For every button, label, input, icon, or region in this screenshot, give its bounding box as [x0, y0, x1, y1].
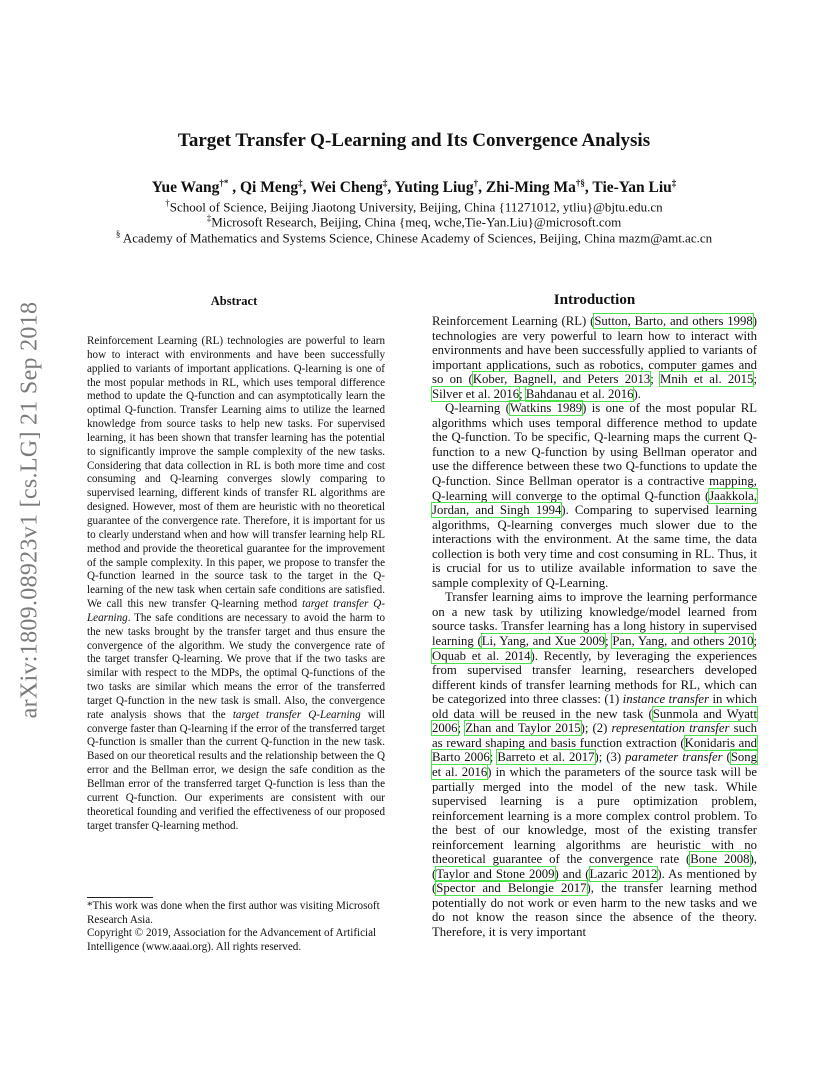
- introduction-body: [432, 314, 757, 940]
- affiliation-text: Microsoft Research, Beijing, China {meq, wche,Tie-Yan.Liu}@microsoft.com: [211, 214, 622, 230]
- citation-link[interactable]: Barreto et al. 2017: [497, 750, 595, 765]
- copyright-notice: Copyright © 2019, Association for the Advancement of Artificial Intelligence (www.aaai.org). All rights reserved.: [87, 927, 377, 953]
- affiliation-text: School of Science, Beijing Jiaotong University, Beijing, China {11271012, ytliu}@bjtu.edu.cn: [169, 199, 663, 215]
- citation-link[interactable]: Kober, Bagnell, and Peters 2013: [472, 372, 651, 387]
- author-mark: ‡: [671, 178, 677, 188]
- abstract-heading: Abstract: [210, 294, 258, 308]
- paragraph: Q-learning (Watkins 1989) is one of the most popular RL algorithms which uses temporal difference method to update the Q-function. To be specific, Q-learning maps the current Q-function to a new Q-function by using Bellman operator and use the difference between these two Q-functions to update the Q-function. Since Bellman operator is a contractive mapping, Q-learning will converge to the optimal Q-function (Jaakkola, Jordan, and Singh 1994). Comparing to supervised learning algorithms, Q-learning converges much slower due to the interactions with the environment. At the same time, the data collection is both very time and cost consuming in RL. Thus, it is crucial for us to utilize available information to save the sample complexity of Q-Learning.: [432, 401, 757, 590]
- citation-link[interactable]: Zhan and Taylor 2015: [465, 721, 581, 736]
- affiliation-mark: ‡: [206, 213, 212, 223]
- author-name: Qi Meng: [239, 179, 299, 197]
- paper-title: Target Transfer Q-Learning and Its Convergence Analysis: [177, 130, 651, 151]
- citation-link[interactable]: Jaakkola, Jordan, and Singh 1994: [432, 488, 757, 518]
- author-mark: †: [473, 178, 479, 188]
- citation-link[interactable]: Taylor and Stone 2009: [436, 866, 555, 881]
- citation-link[interactable]: Li, Yang, and Xue 2009: [481, 634, 606, 649]
- author-name: Wei Cheng: [310, 179, 383, 197]
- author-mark: †*: [219, 178, 229, 188]
- footnote-divider: [87, 897, 153, 898]
- citation-link[interactable]: Spector and Belongie 2017: [436, 881, 587, 896]
- abstract-body: Reinforcement Learning (RL) technologies are powerful to learn how to interact with environments and have been successfully applied to variants of important applications. Q-learning is one of the most popular methods in RL, which uses temporal difference method to update the Q-function and can asymptotically learn the optimal Q-function. Transfer Learning aims to utilize the learned knowledge from source tasks to help new tasks. For supervised learning, it has been shown that transfer learning has the potential to significantly improve the sample complexity of the new tasks. Considering that data collection in RL is both more time and cost consuming and Q-learning converges slowly comparing to supervised learning, different kinds of transfer RL algorithms are designed. However, most of them are heuristic with no theoretical guarantee of the convergence rate. Therefore, it is important for us to clearly understand when and how will transfer learning help RL method and provide the theoretical guarantee for the improvement of the sample complexity. In this paper, we propose to transfer the Q-function learned in the source task to the target in the Q-learning of the new task when certain safe conditions are satisfied. We call this new transfer Q-learning method target transfer Q-Learning. The safe conditions are necessary to avoid the harm to the new tasks brought by the transfer target and thus ensure the convergence of the algorithm. We study the convergence rate of the target transfer Q-learning. We prove that if the two tasks are similar with respect to the MDPs, the optimal Q-functions of the two tasks are similar which means the error of the transferred target Q-function in the new task is small. Also, the convergence rate analysis shows that the target transfer Q-Learning will converge faster than Q-learning if the error of the transferred target Q-function is smaller than the current Q-function in the new task. Based on our theoretical results and the relationship between the Q error and the Bellman error, we design the safe condition as the Bellman error of the transferred target Q-function is less than the current Q-function. Our experiments are consistent with our theoretical founding and verified the effectiveness of our proposed target transfer Q-learning method.: [87, 335, 385, 832]
- paragraph: Transfer learning aims to improve the learning performance on a new task by utilizing knowledge/model learned from source tasks. Transfer learning has a long history in supervised learning (Li, Yang, and Xue 2009; Pan, Yang, and others 2010; Oquab et al. 2014). Recently, by leveraging the experiences from supervised transfer learning, researchers developed different kinds of transfer learning methods for RL, which can be categorized into three classes: (1) instance transfer in which old data will be reused in the new task (Sunmola and Wyatt 2006; Zhan and Taylor 2015); (2) representation transfer such as reward shaping and basis function extraction (Konidaris and Barto 2006; Barreto et al. 2017); (3) parameter transfer (Song et al. 2016) in which the parameters of the source task will be partially merged into the model of the new task. While supervised learning is a pure optimization problem, reinforcement learning is a more complex control problem. To the best of our knowledge, most of the existing transfer reinforcement learning algorithms are heuristic with no theoretical guarantee of the convergence rate (Bone 2008), (Taylor and Stone 2009) and (Lazaric 2012). As mentioned by (Spector and Belongie 2017), the transfer learning method potentially do not work or even harm to the new tasks and we do not know the reason since the absence of the theory. Therefore, it is very important: [432, 590, 758, 939]
- author-list: Yue Wang†* , Qi Meng‡, Wei Cheng‡, Yuting Liug†, Zhi-Ming Ma†§, Tie-Yan Liu‡: [151, 178, 677, 197]
- citation-link[interactable]: Bone 2008: [690, 852, 750, 867]
- citation-link[interactable]: Sunmola and Wyatt 2006: [432, 706, 757, 736]
- citation-link[interactable]: Pan, Yang, and others 2010: [612, 634, 754, 649]
- author-name: Tie-Yan Liu: [592, 179, 672, 197]
- citation-link[interactable]: Sutton, Barto, and others 1998: [594, 314, 753, 328]
- citation-link[interactable]: Lazaric 2012: [589, 866, 658, 881]
- affiliation-mark: §: [115, 229, 121, 239]
- affiliation-text: Academy of Mathematics and Systems Science, Chinese Academy of Sciences, Beijing, China mazm@amt.ac.cn: [120, 230, 713, 246]
- affiliation: [0, 213, 828, 230]
- author-name: Yue Wang: [151, 179, 220, 197]
- affiliation: [0, 229, 828, 246]
- paragraph: Reinforcement Learning (RL) (Sutton, Barto, and others 1998) technologies are very powerful to learn how to interact with environments and have been successfully applied to variants of important applications, such as robotics, computer games and so on (Kober, Bagnell, and Peters 2013; Mnih et al. 2015; Silver et al. 2016; Bahdanau et al. 2016).: [432, 314, 757, 401]
- citation-link[interactable]: Watkins 1989: [509, 401, 583, 416]
- author-name: Yuting Liug: [394, 179, 474, 197]
- author-mark: ‡: [298, 178, 303, 188]
- citation-link[interactable]: Song et al. 2016: [432, 750, 758, 779]
- citation-link[interactable]: Bahdanau et al. 2016: [525, 386, 634, 401]
- introduction-heading: Introduction: [553, 292, 636, 308]
- author-mark: †§: [575, 178, 585, 188]
- arxiv-id: arXiv:1809.08923v1 [cs.LG] 21 Sep 2018: [16, 301, 43, 719]
- citation-link[interactable]: Konidaris and Barto 2006: [432, 735, 757, 765]
- author-mark: ‡: [382, 178, 388, 188]
- footnote: *This work was done when the first author was visiting Microsoft Research Asia.: [87, 900, 380, 926]
- author-name: Zhi-Ming Ma: [485, 179, 576, 197]
- affiliation-mark: †: [165, 198, 170, 208]
- citation-link[interactable]: Mnih et al. 2015: [660, 372, 754, 387]
- citation-link[interactable]: Oquab et al. 2014: [432, 648, 531, 663]
- citation-link[interactable]: Silver et al. 2016: [432, 386, 520, 401]
- arxiv-stamp: [6, 270, 54, 750]
